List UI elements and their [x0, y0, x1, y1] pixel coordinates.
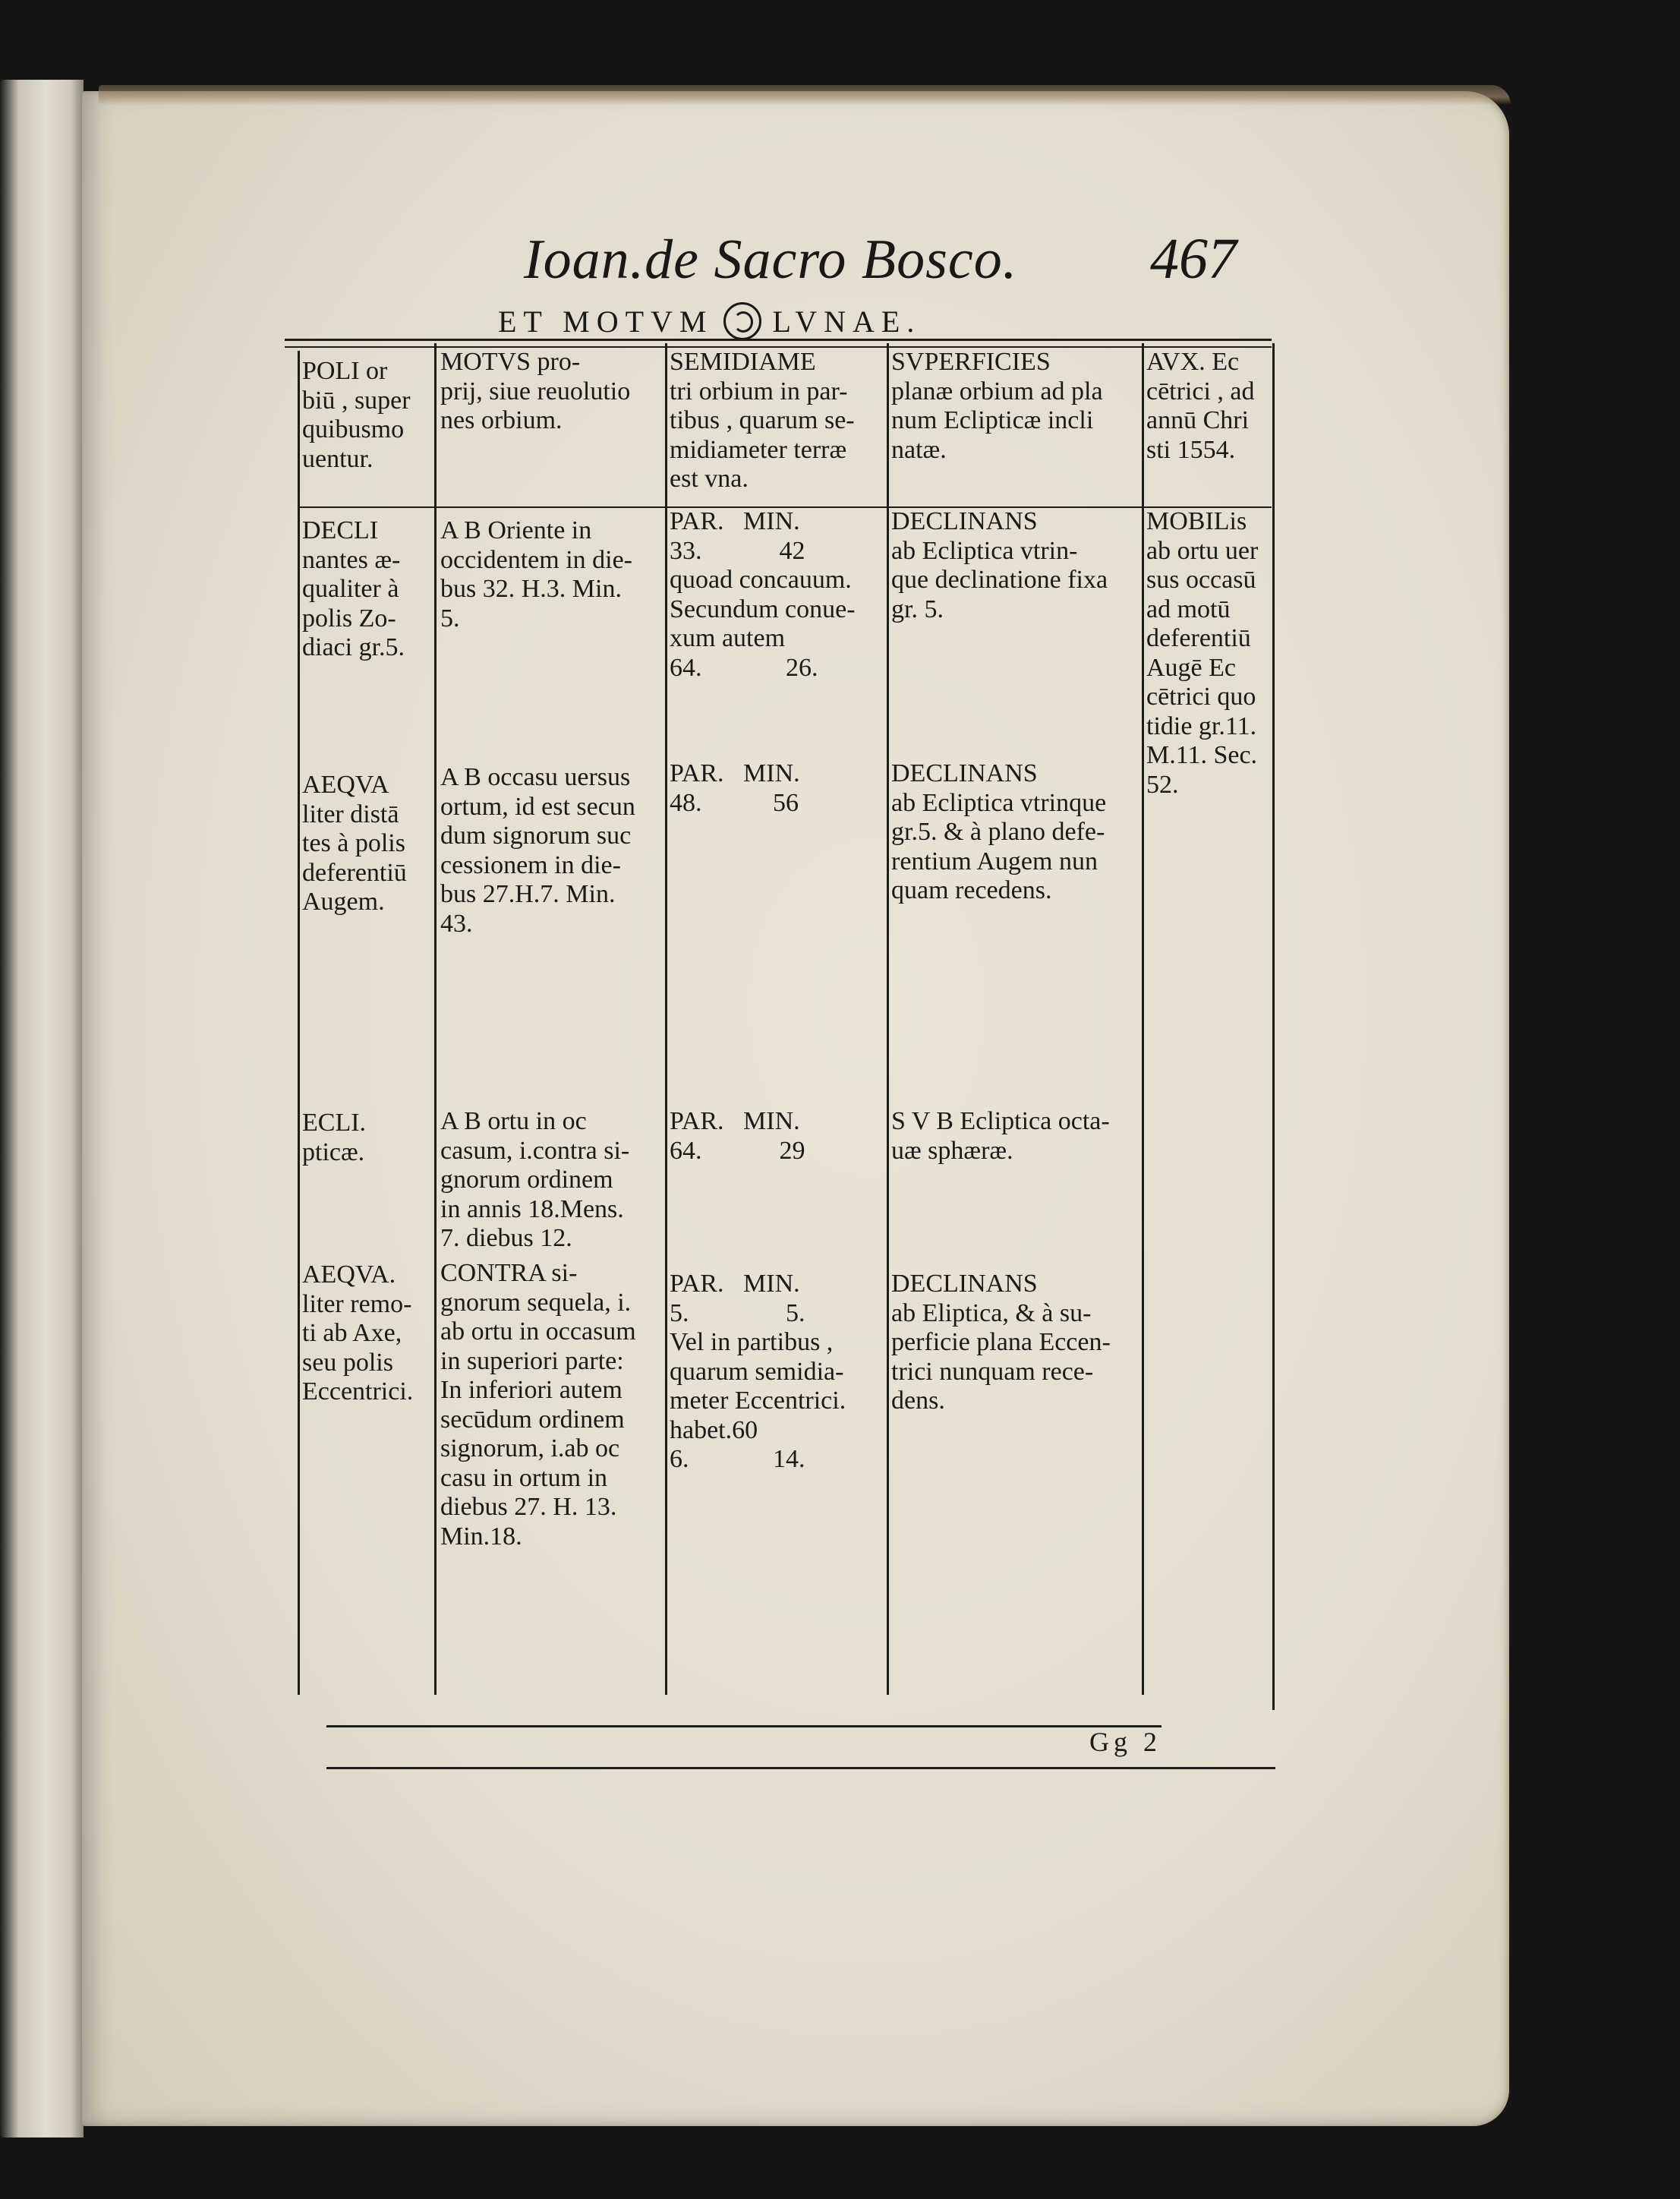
row3-col1-cell: AEQVA liter distā tes à polis deferentiū Augem. [302, 771, 407, 916]
row2-col1-cell: DECLI nantes æ- qualiter à polis Zo- diaci gr.5. [302, 516, 405, 661]
row5-col4-cell: DECLINANS ab Eliptica, & à su- perficie plana Eccen- trici nunquam rece- dens. [891, 1270, 1111, 1415]
row3-col3-cell: PAR. MIN. 48. 56 [670, 759, 800, 817]
row2-col4-cell: DECLINANS ab Ecliptica vtrin- que declinatione fixa gr. 5. [891, 507, 1108, 623]
row1-col1-cell: POLI or biū , super quibusmo uentur. [302, 357, 411, 473]
row4-col3-cell: PAR. MIN. 64. 29 [670, 1107, 805, 1165]
facing-page-edge [0, 80, 84, 2137]
subhead-right: LVNAE. [772, 304, 922, 339]
row2-col5-cell: MOBILis ab ortu uer sus occasū ad motū deferentiū Augē Ec cētrici quo tidie gr.11. M.11. Sec. 52. [1146, 507, 1259, 799]
row3-col2-cell: A B occasu uersus ortum, id est secun dum signorum suc cessionem in die- bus 27.H.7. Min. 43. [440, 763, 635, 938]
subhead [498, 302, 921, 340]
table-top-rule [285, 339, 1272, 341]
row2-col2-cell: A B Oriente in occidentem in die- bus 32. H.3. Min. 5. [440, 516, 633, 633]
column-divider [887, 343, 889, 1695]
moon-symbol-icon [723, 302, 761, 340]
row1-col4-cell: SVPERFICIES planæ orbium ad pla num Eclipticæ incli natæ. [891, 348, 1103, 464]
row4-col2-cell: A B ortu in oc casum, i.contra si- gnorum ordinem in annis 18.Mens. 7. diebus 12. [440, 1107, 630, 1252]
column-divider [1142, 343, 1144, 1695]
column-divider [665, 343, 667, 1695]
row4-col4-cell: S V B Ecliptica octa- uæ sphæræ. [891, 1107, 1110, 1165]
signature-mark: Gg 2 [1089, 1727, 1162, 1757]
row1-col3-cell: SEMIDIAME tri orbium in par- tibus , quarum se- midiameter terræ est vna. [670, 348, 855, 493]
table-bottom-rule [326, 1725, 1162, 1727]
row5-col1-cell: AEQVA. liter remo- ti ab Axe, seu polis Eccentrici. [302, 1260, 414, 1406]
row5-col3-cell: PAR. MIN. 5. 5. Vel in partibus , quarum semidia- meter Eccentrici. habet.60 6. 14. [670, 1270, 846, 1473]
row5-col2-cell: CONTRA si- gnorum sequela, i. ab ortu in occasum in superiori parte: In inferiori autem secūdum ordinem signorum, i.ab oc casu in ortum in diebus 27. H. 13. Min.18. [440, 1259, 636, 1551]
page-top-wear [99, 85, 1511, 105]
row1-col5-cell: AVX. Ec cētrici , ad annū Chri sti 1554. [1146, 348, 1255, 464]
row1-col2-cell: MOTVS pro- prij, siue reuolutio nes orbium. [440, 348, 631, 434]
column-divider [1272, 343, 1275, 1710]
row2-col3-cell: PAR. MIN. 33. 42 quoad concauum. Secundum conue- xum autem 64. 26. [670, 507, 856, 682]
row4-col1-cell: ECLI. pticæ. [302, 1109, 367, 1166]
running-head: Ioan.de Sacro Bosco. [524, 229, 1018, 291]
page-number: 467 [1150, 227, 1237, 291]
table-bottom-rule-2 [326, 1767, 1275, 1769]
row3-col4-cell: DECLINANS ab Ecliptica vtrinque gr.5. & à plano defe- rentium Augem nun quam recedens. [891, 759, 1107, 904]
column-divider [434, 343, 437, 1695]
column-divider [298, 351, 300, 1695]
subhead-left: ET MOTVM [498, 304, 714, 339]
